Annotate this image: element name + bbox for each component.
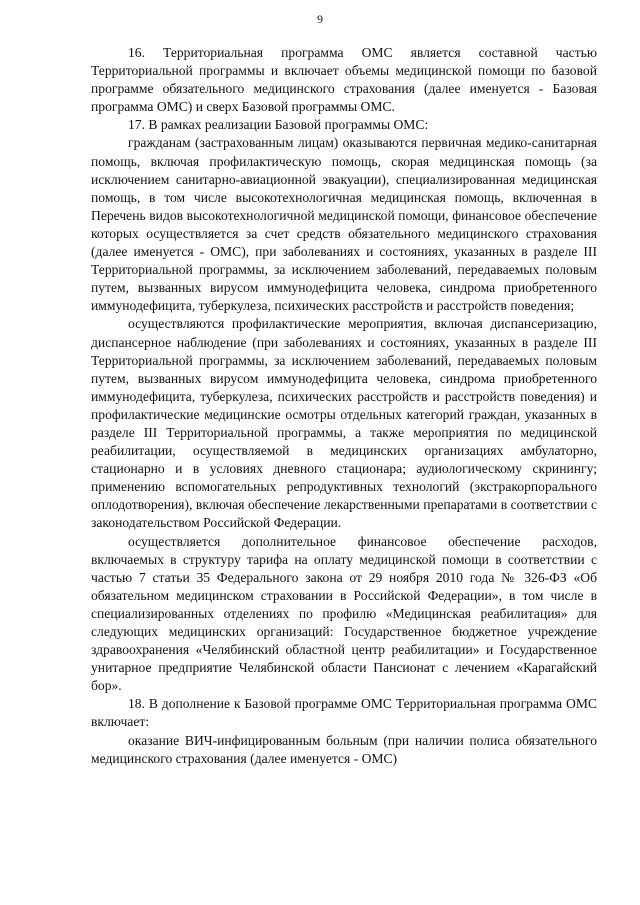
paragraph-additional-funding: осуществляется дополнительное финансовое обеспечение расходов, включаемых в структуру тарифа на оплату медицинской помощи в соответствии с частью 7 статьи 35 Федерального закона от 29 ноября 2010 года № 326-ФЗ «Об обязательном медицинском страховании в Российской Федерации», в том числе в специализированных отделениях по профилю «Медицинская реабилитация» для следующих медицинских организаций: Государственное бюджетное учреждение здравоохранения «Челябинский областной центр реабилитации» и Государственное унитарное предприятие Челябинской области Пансионат с лечением «Карагайский бор». bbox=[91, 533, 597, 694]
document-body bbox=[91, 44, 597, 768]
paragraph-medical-care: гражданам (застрахованным лицам) оказываются первичная медико-санитарная помощь, включая профилактическую помощь, скорая медицинская помощь (за исключением санитарно-авиационной эвакуации), специализированная медицинская помощь, в том числе высокотехнологичная медицинская помощь, включенная в Перечень видов высокотехнологичной медицинской помощи, финансовое обеспечение которых осуществляется за счет средств обязательного медицинского страхования (далее именуется - ОМС), при заболеваниях и состояниях, указанных в разделе III Территориальной программы, за исключением заболеваний, передаваемых половым путем, вызванных вирусом иммунодефицита человека, синдрома приобретенного иммунодефицита, туберкулеза, психических расстройств и расстройств поведения; bbox=[91, 135, 597, 314]
page-number: 9 bbox=[317, 12, 323, 26]
paragraph-hiv-care: оказание ВИЧ-инфицированным больным (при наличии полиса обязательного медицинского страхования (далее именуется - ОМС) bbox=[91, 732, 597, 766]
paragraph-preventive-measures: осуществляются профилактические мероприятия, включая диспансеризацию, диспансерное наблюдение (при заболеваниях и состояниях, указанных в разделе III Территориальной программы, за исключением заболеваний, передаваемых половым путем, вызванных вирусом иммунодефицита человека, синдрома приобретенного иммунодефицита, туберкулеза, психических расстройств и расстройств поведения) и профилактические медицинские осмотры отдельных категорий граждан, указанных в разделе III Территориальной программы, а также мероприятия по медицинской реабилитации, осуществляемой в медицинских организациях амбулаторно, стационарно и в условиях дневного стационара; аудиологическому скринингу; применению вспомогательных репродуктивных технологий (экстракорпорального оплодотворения), включая обеспечение лекарственными препаратами в соответствии с законодательством Российской Федерации. bbox=[91, 316, 597, 531]
paragraph-17-intro: 17. В рамках реализации Базовой программы ОМС: bbox=[128, 117, 429, 133]
paragraph-16: 16. Территориальная программа ОМС является составной частью Территориальной программы и включает объемы медицинской помощи по базовой программе обязательного медицинского страхования (далее именуется - Базовая программа ОМС) и сверх Базовой программы ОМС. bbox=[91, 45, 597, 115]
paragraph-18: 18. В дополнение к Базовой программе ОМС Территориальная программа ОМС включает: bbox=[91, 696, 597, 730]
